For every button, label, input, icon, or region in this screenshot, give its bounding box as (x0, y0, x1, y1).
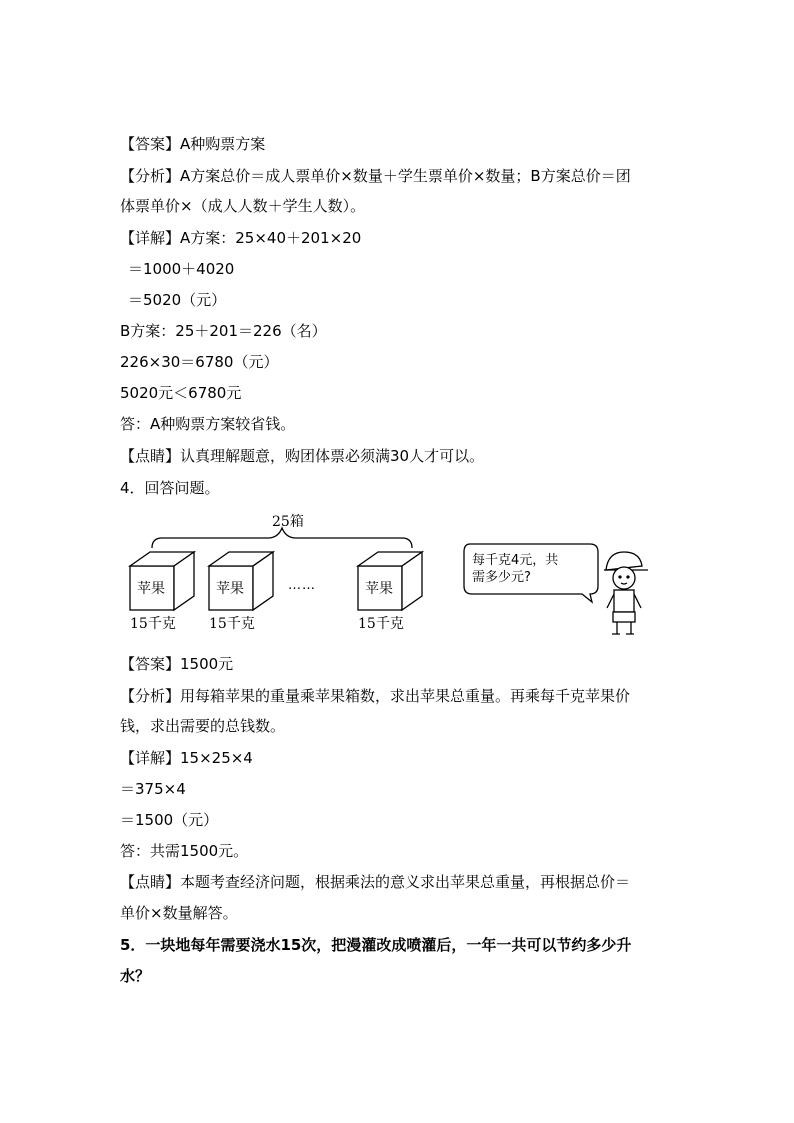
detail-4-line-2: ＝375×4 (120, 780, 186, 798)
answer-line: 【答案】A种购票方案 (120, 135, 266, 153)
analysis-line-2: 体票单价×（成人人数＋学生人数）。 (120, 197, 366, 215)
comment-4-line-2: 单价×数量解答。 (120, 904, 238, 922)
box-3-weight: 15千克 (358, 616, 404, 632)
detail-line-6: 5020元＜6780元 (120, 384, 242, 402)
box-3-label: 苹果 (365, 581, 393, 597)
detail-line-7: 答：A种购票方案较省钱。 (120, 415, 296, 433)
analysis-4-line-1: 【分析】用每箱苹果的重量乘苹果箱数，求出苹果总重量。再乘每千克苹果价 (120, 687, 631, 705)
speech-line-2: 需多少元? (472, 570, 531, 585)
comment-line: 【点睛】认真理解题意，购团体票必须满30人才可以。 (120, 447, 485, 465)
detail-4-line-1: 【详解】15×25×4 (120, 749, 253, 767)
detail-4-line-4: 答：共需1500元。 (120, 842, 249, 860)
brace-label: 25箱 (272, 514, 304, 530)
detail-line-5: 226×30＝6780（元） (120, 353, 279, 371)
brace (152, 528, 412, 548)
question-5-line-1: 5．一块地每年需要浇水15次，把漫灌改成喷灌后，一年一共可以节约多少升 (120, 936, 632, 954)
detail-4-line-3: ＝1500（元） (120, 811, 219, 829)
question-4-title: 4．回答问题。 (120, 479, 220, 497)
question-5-line-2: 水？ (120, 967, 151, 985)
answer-line-4: 【答案】1500元 (120, 655, 234, 673)
detail-line-3: ＝5020（元） (128, 291, 227, 309)
detail-line-1: 【详解】A方案：25×40＋201×20 (120, 229, 362, 247)
detail-line-4: B方案：25＋201＝226（名） (120, 322, 327, 340)
detail-line-2: ＝1000＋4020 (128, 260, 235, 278)
boy-illustration (604, 552, 648, 634)
box-2-label: 苹果 (216, 581, 244, 597)
ellipsis: …… (288, 578, 316, 593)
analysis-4-line-2: 钱，求出需要的总钱数。 (120, 717, 286, 735)
box-2-weight: 15千克 (209, 616, 255, 632)
apple-boxes-figure (120, 508, 680, 648)
speech-line-1: 每千克4元，共 (472, 553, 559, 568)
analysis-line-1: 【分析】A方案总价＝成人票单价×数量＋学生票单价×数量；B方案总价＝团 (120, 167, 631, 185)
comment-4-line-1: 【点睛】本题考查经济问题，根据乘法的意义求出苹果总重量，再根据总价＝ (120, 873, 631, 891)
box-1-label: 苹果 (137, 581, 165, 597)
box-1-weight: 15千克 (130, 616, 176, 632)
